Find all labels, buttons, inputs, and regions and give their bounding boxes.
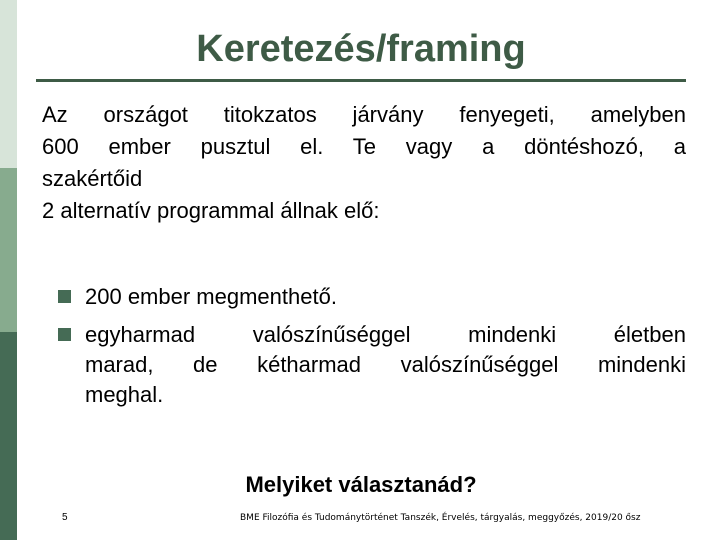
bullet-line: meghal. bbox=[85, 382, 164, 407]
intro-line: 600 ember pusztul el. Te vagy a döntéshozó, a bbox=[42, 134, 686, 159]
bullet-text bbox=[85, 320, 686, 410]
intro-line: Az országot titokzatos járvány fenyegeti, amelyben bbox=[42, 102, 686, 127]
bullet-list bbox=[58, 282, 686, 418]
title-divider bbox=[36, 79, 686, 82]
square-bullet-icon bbox=[58, 290, 71, 303]
bullet-line: egyharmad valószínűséggel mindenki életben bbox=[85, 322, 686, 347]
slide-title: Keretezés/framing bbox=[196, 28, 526, 70]
bullet-line: marad, de kétharmad valószínűséggel mindenki bbox=[85, 352, 686, 377]
page-number: 5 bbox=[62, 512, 68, 523]
sidebar-segment-light bbox=[0, 0, 17, 168]
sidebar-segment-medium bbox=[0, 168, 17, 332]
bullet-text bbox=[85, 282, 686, 312]
square-bullet-icon bbox=[58, 328, 71, 341]
intro-paragraph bbox=[42, 99, 686, 227]
decorative-sidebar bbox=[0, 0, 17, 540]
bullet-item bbox=[58, 282, 686, 312]
intro-line: szakértőid bbox=[42, 166, 143, 191]
bullet-item bbox=[58, 320, 686, 410]
intro-line: 2 alternatív programmal állnak elő: bbox=[42, 198, 380, 223]
bullet-line: 200 ember megmenthető. bbox=[85, 284, 337, 309]
sidebar-segment-dark bbox=[0, 332, 17, 540]
footer-credit: BME Filozófia és Tudománytörténet Tanszék, Érvelés, tárgyalás, meggyőzés, 2019/20 ősz bbox=[240, 513, 641, 523]
closing-question: Melyiket választanád? bbox=[245, 472, 477, 497]
